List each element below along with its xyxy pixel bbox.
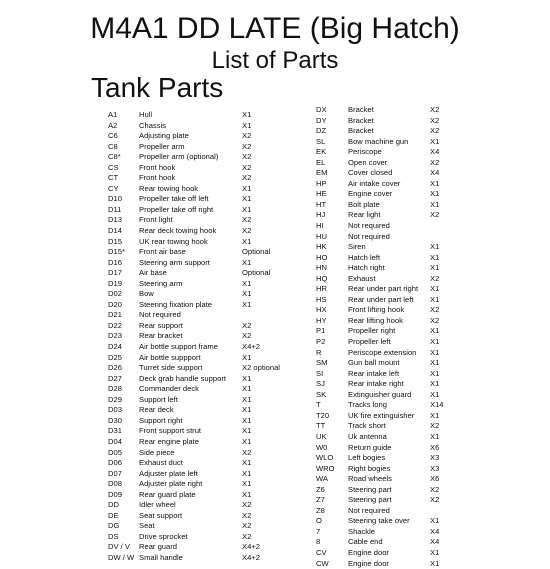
- part-quantity: X4+2: [242, 552, 260, 562]
- part-quantity: X2: [242, 331, 252, 341]
- part-code: SL: [316, 136, 326, 146]
- part-name: Propeller take off left: [139, 194, 209, 204]
- part-quantity: X1: [430, 379, 440, 389]
- part-code: SK: [316, 389, 327, 399]
- part-quantity: X6: [430, 474, 440, 484]
- part-code: EL: [316, 157, 326, 167]
- part-quantity: X2: [430, 315, 440, 325]
- part-name: Gun ball mount: [348, 358, 400, 368]
- part-quantity: X2: [242, 320, 252, 330]
- part-name: Extinguisher guard: [348, 389, 412, 399]
- part-code: D11: [108, 204, 122, 214]
- part-name: Bracket: [348, 115, 374, 125]
- part-code: HQ: [316, 273, 328, 283]
- part-name: Rear engine plate: [139, 436, 199, 446]
- part-name: Front hook: [139, 173, 176, 183]
- part-quantity: X2: [242, 531, 252, 541]
- part-name: Rear lifting hook: [348, 315, 403, 325]
- part-quantity: X1: [242, 373, 252, 383]
- part-name: Engine door: [348, 558, 389, 568]
- part-quantity: X1: [430, 516, 440, 526]
- part-name: Propeller left: [348, 337, 391, 347]
- part-code: D26: [108, 363, 122, 373]
- part-code: D02: [108, 289, 122, 299]
- part-quantity: X1: [430, 189, 440, 199]
- part-quantity: X1: [430, 389, 440, 399]
- part-name: Bow: [139, 289, 154, 299]
- part-name: Shackle: [348, 526, 376, 536]
- part-name: Steering arm: [139, 278, 183, 288]
- part-quantity: X1: [430, 252, 440, 262]
- part-code: C8: [108, 141, 118, 151]
- part-name: Hatch right: [348, 263, 385, 273]
- part-name: Front lifting hook: [348, 305, 405, 315]
- part-code: O: [316, 516, 322, 526]
- part-code: DW / W: [108, 552, 135, 562]
- part-name: Cable end: [348, 537, 383, 547]
- part-code: D15: [108, 236, 122, 246]
- part-quantity: X1: [242, 352, 252, 362]
- part-quantity: X4+2: [242, 342, 260, 352]
- part-quantity: X4: [430, 168, 440, 178]
- part-quantity: X1: [242, 257, 252, 267]
- part-code: C6: [108, 131, 118, 141]
- part-name: Steering part: [348, 495, 392, 505]
- part-name: Exhaust duct: [139, 458, 183, 468]
- part-name: Adjuster plate left: [139, 468, 198, 478]
- part-name: Hatch left: [348, 252, 381, 262]
- part-name: Steering take over: [348, 516, 410, 526]
- part-code: Z7: [316, 495, 325, 505]
- part-code: CT: [108, 173, 119, 183]
- part-quantity: X1: [430, 284, 440, 294]
- part-quantity: X3: [430, 463, 440, 473]
- part-name: Adjuster plate right: [139, 479, 203, 489]
- part-code: EM: [316, 168, 328, 178]
- part-quantity: X1: [430, 337, 440, 347]
- part-code: W0: [316, 442, 328, 452]
- part-code: D05: [108, 447, 122, 457]
- part-name: Commander deck: [139, 384, 199, 394]
- part-quantity: Optional: [242, 247, 271, 257]
- part-code: T20: [316, 410, 330, 420]
- part-code: WLO: [316, 453, 334, 463]
- part-code: CV: [316, 547, 327, 557]
- part-code: D03: [108, 405, 122, 415]
- part-code: SI: [316, 368, 324, 378]
- part-quantity: X1: [242, 120, 252, 130]
- part-quantity: X2: [242, 521, 252, 531]
- part-name: Track short: [348, 421, 386, 431]
- part-code: D20: [108, 299, 122, 309]
- part-code: D15*: [108, 247, 125, 257]
- part-quantity: X1: [242, 299, 252, 309]
- part-quantity: X2: [242, 162, 252, 172]
- section-heading: Tank Parts: [91, 72, 224, 103]
- part-name: Engine cover: [348, 189, 393, 199]
- page-title: M4A1 DD LATE (Big Hatch): [90, 12, 460, 45]
- part-name: Rear intake left: [348, 368, 400, 378]
- part-name: Small handle: [139, 552, 183, 562]
- part-name: Return guide: [348, 442, 392, 452]
- part-quantity: X1: [242, 204, 252, 214]
- part-code: D16: [108, 257, 122, 267]
- part-code: HO: [316, 252, 328, 262]
- part-name: Bracket: [348, 126, 374, 136]
- part-code: TT: [316, 421, 326, 431]
- part-quantity: X2: [242, 447, 252, 457]
- part-quantity: X1: [242, 436, 252, 446]
- part-name: Rear under part left: [348, 294, 414, 304]
- part-name: Air base: [139, 268, 167, 278]
- part-code: SJ: [316, 379, 325, 389]
- part-quantity: X2: [430, 157, 440, 167]
- part-name: Support right: [139, 415, 183, 425]
- part-name: Periscope extension: [348, 347, 417, 357]
- part-quantity: X2: [242, 510, 252, 520]
- part-name: Cover closed: [348, 168, 393, 178]
- part-code: DS: [108, 531, 119, 541]
- part-code: A1: [108, 110, 118, 119]
- part-code: WRO: [316, 463, 335, 473]
- part-quantity: X1: [242, 489, 252, 499]
- part-name: Rear guard: [139, 542, 177, 552]
- part-quantity: X4+2: [242, 542, 260, 552]
- part-name: Front support strut: [139, 426, 202, 436]
- part-quantity: X2: [430, 305, 440, 315]
- part-quantity: X4: [430, 147, 440, 157]
- part-code: EK: [316, 147, 327, 157]
- part-quantity: X1: [430, 558, 440, 568]
- part-name: Steering part: [348, 484, 392, 494]
- part-name: Side piece: [139, 447, 175, 457]
- part-name: Air bottle suppport: [139, 352, 201, 362]
- part-code: HR: [316, 284, 327, 294]
- part-code: DV / V: [108, 542, 130, 552]
- part-quantity: X1: [430, 326, 440, 336]
- part-name: Rear deck: [139, 405, 174, 415]
- part-name: Not required: [348, 221, 390, 231]
- part-quantity: X1: [430, 431, 440, 441]
- part-quantity: X2: [430, 484, 440, 494]
- part-code: HX: [316, 305, 327, 315]
- part-name: Bolt plate: [348, 199, 380, 209]
- part-name: Not required: [348, 505, 390, 515]
- part-name: Siren: [348, 242, 366, 252]
- part-name: Rear support: [139, 320, 183, 330]
- part-code: D08: [108, 479, 122, 489]
- part-code: UK: [316, 431, 327, 441]
- part-code: D24: [108, 342, 122, 352]
- part-code: D13: [108, 215, 122, 225]
- part-name: Seat support: [139, 510, 183, 520]
- part-name: Support left: [139, 394, 178, 404]
- part-quantity: X4: [430, 537, 440, 547]
- part-name: Open cover: [348, 157, 388, 167]
- part-name: Deck grab handle support: [139, 373, 226, 383]
- part-name: Adjusting plate: [139, 131, 189, 141]
- part-name: Front hook: [139, 162, 176, 172]
- part-code: Z8: [316, 505, 325, 515]
- part-quantity: X1: [242, 110, 252, 119]
- part-quantity: X2: [430, 126, 440, 136]
- part-quantity: X1: [430, 263, 440, 273]
- part-name: Front air base: [139, 247, 186, 257]
- part-quantity: X2: [242, 131, 252, 141]
- part-code: 7: [316, 526, 321, 536]
- part-name: Steering arm support: [139, 257, 210, 267]
- part-quantity: X2: [242, 226, 252, 236]
- part-quantity: X2: [430, 105, 440, 114]
- part-code: HK: [316, 242, 327, 252]
- part-name: Rear light: [348, 210, 381, 220]
- part-quantity: X1: [242, 458, 252, 468]
- part-name: Uk antenna: [348, 431, 387, 441]
- part-name: Hull: [139, 110, 153, 119]
- part-name: Steering fixation plate: [139, 299, 213, 309]
- part-quantity: X1: [242, 468, 252, 478]
- part-quantity: X1: [430, 199, 440, 209]
- part-code: HE: [316, 189, 327, 199]
- part-quantity: X1: [242, 384, 252, 394]
- part-quantity: X1: [430, 410, 440, 420]
- part-code: HU: [316, 231, 327, 241]
- part-quantity: X1: [242, 289, 252, 299]
- part-name: Bracket: [348, 105, 374, 114]
- part-quantity: X1: [430, 294, 440, 304]
- part-name: Propeller arm (optional): [139, 152, 219, 162]
- part-name: Left bogies: [348, 453, 386, 463]
- part-quantity: X2: [242, 215, 252, 225]
- part-quantity: X2: [242, 152, 252, 162]
- part-quantity: X6: [430, 442, 440, 452]
- part-quantity: X3: [430, 453, 440, 463]
- part-quantity: X1: [242, 394, 252, 404]
- part-name: Right bogies: [348, 463, 391, 473]
- part-name: Not required: [348, 231, 390, 241]
- part-code: HS: [316, 294, 327, 304]
- part-code: HY: [316, 315, 327, 325]
- part-name: Turret side support: [139, 363, 203, 373]
- part-code: D21: [108, 310, 122, 320]
- part-code: DG: [108, 521, 120, 531]
- part-name: UK rear towing hook: [139, 236, 208, 246]
- part-quantity: X1: [242, 426, 252, 436]
- part-code: SM: [316, 358, 328, 368]
- part-code: DZ: [316, 126, 327, 136]
- part-name: Rear under part right: [348, 284, 419, 294]
- part-name: Bow machine gun: [348, 136, 409, 146]
- part-quantity: X2: [430, 115, 440, 125]
- part-quantity: X2: [430, 495, 440, 505]
- part-name: Air bottle support frame: [139, 342, 218, 352]
- part-quantity: X2 optional: [242, 363, 280, 373]
- part-quantity: X1: [430, 136, 440, 146]
- part-quantity: X1: [430, 242, 440, 252]
- part-code: R: [316, 347, 322, 357]
- part-name: Rear towing hook: [139, 183, 199, 193]
- part-name: Rear intake right: [348, 379, 404, 389]
- part-name: Exhaust: [348, 273, 376, 283]
- part-quantity: X2: [242, 500, 252, 510]
- part-code: D17: [108, 268, 122, 278]
- part-quantity: X1: [430, 358, 440, 368]
- part-name: Chassis: [139, 120, 167, 130]
- part-code: D27: [108, 373, 122, 383]
- part-quantity: X1: [242, 236, 252, 246]
- part-quantity: X1: [242, 278, 252, 288]
- part-name: Front light: [139, 215, 173, 225]
- part-quantity: X1: [242, 479, 252, 489]
- part-code: D07: [108, 468, 122, 478]
- part-code: D10: [108, 194, 122, 204]
- part-code: D04: [108, 436, 122, 446]
- part-quantity: X14: [430, 400, 444, 410]
- part-name: Drive sprocket: [139, 531, 188, 541]
- part-code: WA: [316, 474, 328, 484]
- part-code: D22: [108, 320, 122, 330]
- part-name: Idler wheel: [139, 500, 176, 510]
- part-code: D09: [108, 489, 122, 499]
- part-quantity: X1: [430, 178, 440, 188]
- part-code: D19: [108, 278, 122, 288]
- part-code: D23: [108, 331, 122, 341]
- part-quantity: X2: [430, 210, 440, 220]
- part-name: Periscope: [348, 147, 382, 157]
- part-name: Air intake cover: [348, 178, 401, 188]
- part-code: CS: [108, 162, 119, 172]
- part-name: Road wheels: [348, 474, 392, 484]
- part-quantity: X1: [242, 183, 252, 193]
- part-code: 8: [316, 537, 321, 547]
- part-quantity: X1: [430, 547, 440, 557]
- part-name: Propeller right: [348, 326, 396, 336]
- part-code: T: [316, 400, 321, 410]
- page-subtitle: List of Parts: [211, 47, 339, 74]
- part-code: HI: [316, 221, 324, 231]
- part-quantity: Optional: [242, 268, 271, 278]
- part-name: Rear bracket: [139, 331, 183, 341]
- part-name: Rear guard plate: [139, 489, 196, 499]
- part-quantity: X1: [430, 347, 440, 357]
- part-code: CY: [108, 183, 119, 193]
- part-quantity: X1: [242, 194, 252, 204]
- part-code: DE: [108, 510, 119, 520]
- part-code: DD: [108, 500, 119, 510]
- part-quantity: X1: [430, 368, 440, 378]
- part-quantity: X2: [430, 273, 440, 283]
- part-quantity: X1: [242, 415, 252, 425]
- part-name: Propeller take off right: [139, 204, 214, 214]
- part-name: Tracks long: [348, 400, 387, 410]
- part-quantity: X1: [242, 405, 252, 415]
- part-name: Propeller arm: [139, 141, 185, 151]
- part-name: Rear deck towing hook: [139, 226, 217, 236]
- part-code: D29: [108, 394, 122, 404]
- part-quantity: X2: [430, 421, 440, 431]
- part-code: HP: [316, 178, 327, 188]
- part-code: HT: [316, 199, 327, 209]
- part-name: Engine door: [348, 547, 389, 557]
- part-code: A2: [108, 120, 118, 130]
- part-code: D14: [108, 226, 122, 236]
- part-code: DX: [316, 105, 327, 114]
- part-code: DY: [316, 115, 327, 125]
- part-code: D06: [108, 458, 122, 468]
- part-code: P2: [316, 337, 326, 347]
- part-code: D31: [108, 426, 122, 436]
- part-code: D25: [108, 352, 122, 362]
- part-code: HN: [316, 263, 327, 273]
- part-quantity: X4: [430, 526, 440, 536]
- part-code: D30: [108, 415, 122, 425]
- part-name: Seat: [139, 521, 155, 531]
- part-code: HJ: [316, 210, 326, 220]
- part-code: Z6: [316, 484, 325, 494]
- part-quantity: X2: [242, 141, 252, 151]
- part-code: CW: [316, 558, 329, 568]
- part-code: D28: [108, 384, 122, 394]
- part-code: C8*: [108, 152, 121, 162]
- part-name: UK fire extinguisher: [348, 410, 415, 420]
- part-quantity: X2: [242, 173, 252, 183]
- part-name: Not required: [139, 310, 181, 320]
- part-code: P1: [316, 326, 326, 336]
